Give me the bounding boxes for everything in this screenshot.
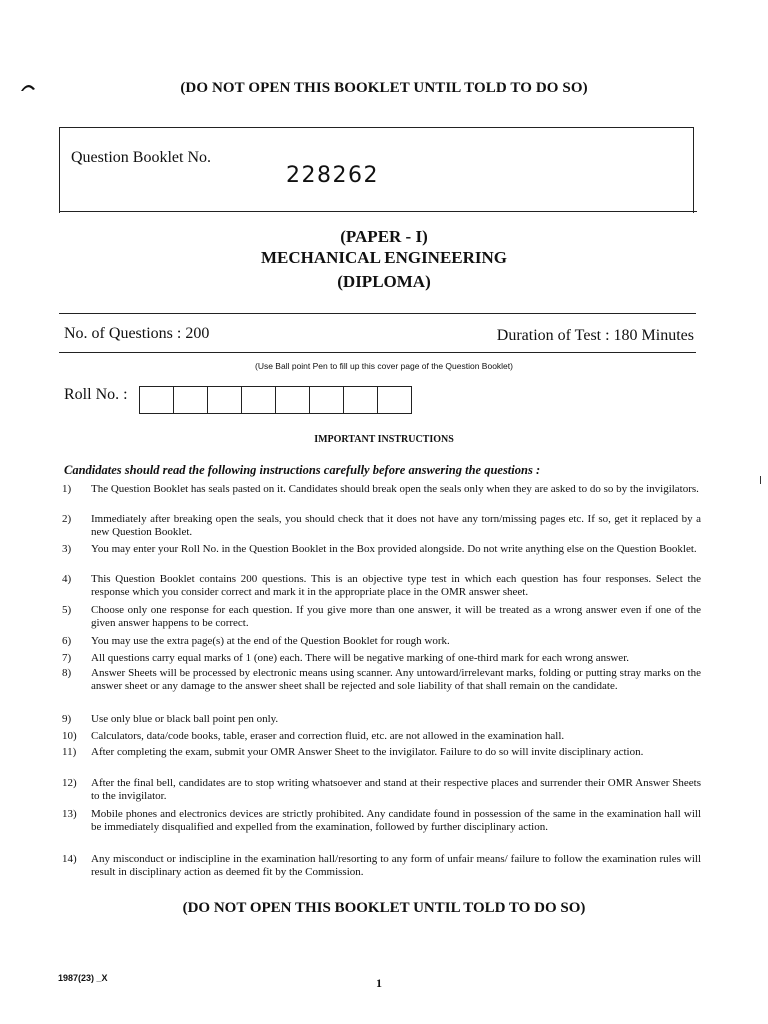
roll-digit-box[interactable] — [377, 386, 412, 414]
roll-digit-box[interactable] — [139, 386, 174, 414]
instruction-text: Mobile phones and electronics devices are strictly prohibited. Any candidate found in possession of the same in the examination hall will be immediately disqualified and expelled from the examination, followed by further disciplinary action. — [91, 808, 701, 833]
divider-bottom — [59, 352, 696, 353]
roll-digit-box[interactable] — [343, 386, 378, 414]
booklet-number: 228262 — [286, 163, 379, 188]
page-number: 1 — [376, 976, 382, 990]
instruction-text: Immediately after breaking open the seals, you should check that it does not have any torn/missing pages etc. If so, get it replaced by a new Question Booklet. — [91, 513, 701, 538]
roll-number-boxes — [139, 386, 411, 414]
instruction-text: You may use the extra page(s) at the end of the Question Booklet for rough work. — [91, 635, 450, 647]
instruction-number: 1) — [62, 483, 72, 495]
instruction-number: 5) — [62, 604, 72, 616]
instruction-number: 2) — [62, 513, 72, 525]
roll-digit-box[interactable] — [173, 386, 208, 414]
instruction-number: 14) — [62, 853, 77, 865]
instruction-text: Any misconduct or indiscipline in the examination hall/resorting to any form of unfair means/ failure to follow the examination rules will result in disciplinary action as deemed fit by the Commission. — [91, 853, 701, 878]
roll-digit-box[interactable] — [207, 386, 242, 414]
roll-digit-box[interactable] — [241, 386, 276, 414]
instruction-text: Choose only one response for each question. If you give more than one answer, it will be treated as a wrong answer even if one of the given answer happens to be correct. — [91, 604, 701, 629]
instruction-text: Answer Sheets will be processed by electronic means using scanner. Any untoward/irrelevant marks, folding or putting stray marks on the answer sheet or any damage to the answer sheet shall be rejected and sole liability of that shall remain on the candidate. — [91, 667, 701, 692]
booklet-label: Question Booklet No. — [71, 149, 211, 166]
instruction-number: 8) — [62, 667, 72, 679]
roll-label: Roll No. : — [64, 386, 128, 403]
instruction-number: 9) — [62, 713, 72, 725]
instruction-number: 4) — [62, 573, 72, 585]
instruction-text: Calculators, data/code books, table, eraser and correction fluid, etc. are not allowed in the examination hall. — [91, 730, 565, 742]
instruction-text: Use only blue or black ball point pen only. — [91, 713, 279, 725]
instruction-text: This Question Booklet contains 200 questions. This is an objective type test in which each question has four responses. Select the response which you consider correct and mark it in the appropriate place in the OMR answer sheet. — [91, 573, 701, 598]
test-duration: Duration of Test : 180 Minutes — [496, 327, 694, 344]
instruction-number: 3) — [62, 543, 72, 555]
instruction-number: 12) — [62, 777, 77, 789]
roll-digit-box[interactable] — [309, 386, 344, 414]
bottom-warning: (DO NOT OPEN THIS BOOKLET UNTIL TOLD TO DO SO) — [182, 900, 586, 916]
footer-code: 1987(23) _X — [58, 973, 108, 983]
subject-title: MECHANICAL ENGINEERING — [260, 248, 508, 267]
booklet-box-rule — [59, 211, 697, 212]
roll-digit-box[interactable] — [275, 386, 310, 414]
level-title: (DIPLOMA) — [337, 272, 431, 291]
instructions-heading: IMPORTANT INSTRUCTIONS — [314, 434, 454, 445]
instruction-number: 11) — [62, 746, 77, 758]
question-count: No. of Questions : 200 — [64, 325, 210, 342]
instruction-number: 10) — [62, 730, 77, 742]
instruction-text: After completing the exam, submit your OMR Answer Sheet to the invigilator. Failure to do so will invite disciplinary action. — [91, 746, 644, 758]
divider-top — [59, 313, 696, 314]
instructions-intro: Candidates should read the following instructions carefully before answering the questions : — [64, 463, 541, 477]
top-warning: (DO NOT OPEN THIS BOOKLET UNTIL TOLD TO DO SO) — [180, 80, 588, 96]
margin-tick — [760, 476, 761, 484]
instruction-text: You may enter your Roll No. in the Question Booklet in the Box provided alongside. Do not write anything else on the Question Booklet. — [91, 543, 697, 555]
pen-note: (Use Ball point Pen to fill up this cover page of the Question Booklet) — [255, 361, 513, 371]
instruction-number: 7) — [62, 652, 72, 664]
instruction-text: All questions carry equal marks of 1 (one) each. There will be negative marking of one-third mark for each wrong answer. — [91, 652, 629, 664]
instruction-text: After the final bell, candidates are to stop writing whatsoever and stand at their respective places and surrender their OMR Answer Sheets to the invigilator. — [91, 777, 701, 802]
instruction-text: The Question Booklet has seals pasted on it. Candidates should break open the seals only when they are asked to do so by the invigilators. — [91, 483, 699, 495]
instruction-number: 13) — [62, 808, 77, 820]
paper-title: (PAPER - I) — [340, 227, 428, 246]
instruction-number: 6) — [62, 635, 72, 647]
